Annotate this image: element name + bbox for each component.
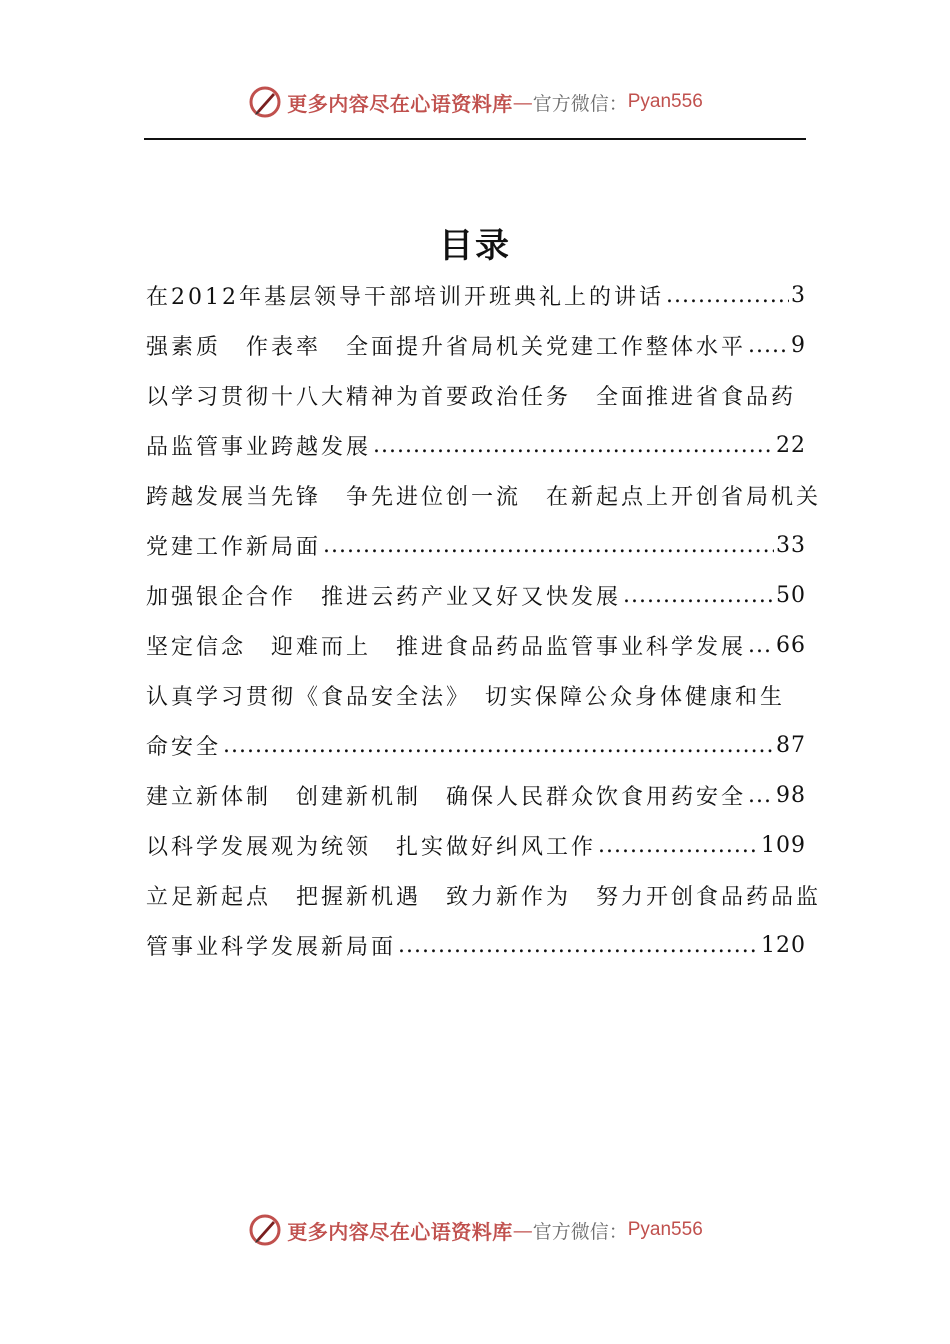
toc-page-number: 120 bbox=[761, 932, 806, 958]
toc-entry[interactable] bbox=[146, 270, 806, 320]
header-banner bbox=[0, 82, 950, 122]
banner-wechat-label: 官方微信： bbox=[532, 1220, 628, 1243]
toc-entry[interactable] bbox=[146, 820, 806, 870]
toc-page-number: 9 bbox=[791, 332, 806, 358]
pen-logo-icon bbox=[247, 1212, 283, 1248]
toc-page-number: 50 bbox=[776, 582, 806, 608]
banner-main-text: 更多内容尽在心语资料库 bbox=[287, 91, 513, 116]
header-rule bbox=[144, 138, 806, 140]
toc-entry-title: 坚定信念 迎难而上 推进食品药品监管事业科学发展 bbox=[146, 634, 747, 660]
toc-entry[interactable] bbox=[146, 670, 806, 770]
toc-page-number: 33 bbox=[776, 532, 806, 558]
toc-page-number: 98 bbox=[776, 782, 806, 808]
toc-page-number: 109 bbox=[761, 832, 806, 858]
toc-leader-dots bbox=[666, 283, 789, 308]
toc-leader-dots bbox=[598, 833, 759, 858]
toc-leader-dots bbox=[748, 333, 789, 358]
table-of-contents bbox=[146, 270, 822, 970]
toc-leader-dots bbox=[373, 433, 774, 458]
banner-wechat-id: Pyan556 bbox=[627, 1219, 703, 1240]
toc-entry-title: 强素质 作表率 全面提升省局机关党建工作整体水平 bbox=[146, 334, 747, 360]
toc-leader-dots bbox=[323, 533, 774, 558]
toc-entry-title: 管事业科学发展新局面 bbox=[146, 934, 397, 960]
toc-entry[interactable] bbox=[146, 770, 806, 820]
footer-banner bbox=[0, 1210, 950, 1250]
toc-entry-title: 建立新体制 创建新机制 确保人民群众饮食用药安全 bbox=[146, 784, 747, 810]
toc-page-number: 87 bbox=[776, 732, 806, 758]
pen-logo-icon bbox=[247, 84, 283, 120]
toc-entry[interactable] bbox=[146, 570, 806, 620]
toc-entry-title: 党建工作新局面 bbox=[146, 534, 322, 560]
toc-entry-title: 认真学习贯彻《食品安全法》 切实保障公众身体健康和生 bbox=[146, 684, 786, 710]
toc-leader-dots bbox=[748, 633, 774, 658]
toc-leader-dots bbox=[223, 733, 774, 758]
toc-page-number: 66 bbox=[776, 632, 806, 658]
banner-separator: — bbox=[512, 1218, 533, 1242]
toc-entry[interactable] bbox=[146, 320, 806, 370]
banner-wechat-id: Pyan556 bbox=[627, 91, 703, 112]
toc-entry[interactable] bbox=[146, 470, 822, 570]
toc-leader-dots bbox=[748, 783, 774, 808]
toc-entry-title: 跨越发展当先锋 争先进位创一流 在新起点上开创省局机关 bbox=[146, 484, 822, 510]
toc-entry[interactable] bbox=[146, 370, 806, 470]
toc-page-number: 3 bbox=[791, 282, 806, 308]
toc-entry[interactable] bbox=[146, 870, 822, 970]
toc-entry-title: 命安全 bbox=[146, 734, 222, 760]
toc-entry-title: 以科学发展观为统领 扎实做好纠风工作 bbox=[146, 834, 597, 860]
toc-leader-dots bbox=[623, 583, 774, 608]
toc-entry-title: 立足新起点 把握新机遇 致力新作为 努力开创食品药品监 bbox=[146, 884, 822, 910]
banner-main-text: 更多内容尽在心语资料库 bbox=[287, 1219, 513, 1244]
toc-entry-title: 以学习贯彻十八大精神为首要政治任务 全面推进省食品药 bbox=[146, 384, 797, 410]
banner-wechat-label: 官方微信： bbox=[532, 92, 628, 115]
toc-entry-title: 加强银企合作 推进云药产业又好又快发展 bbox=[146, 584, 622, 610]
toc-entry-title: 在2012年基层领导干部培训开班典礼上的讲话 bbox=[146, 284, 664, 310]
toc-entry[interactable] bbox=[146, 620, 806, 670]
toc-page-number: 22 bbox=[776, 432, 806, 458]
toc-leader-dots bbox=[398, 933, 759, 958]
banner-separator: — bbox=[512, 90, 533, 114]
toc-title: 目录 bbox=[439, 226, 511, 266]
toc-entry-title: 品监管事业跨越发展 bbox=[146, 434, 372, 460]
